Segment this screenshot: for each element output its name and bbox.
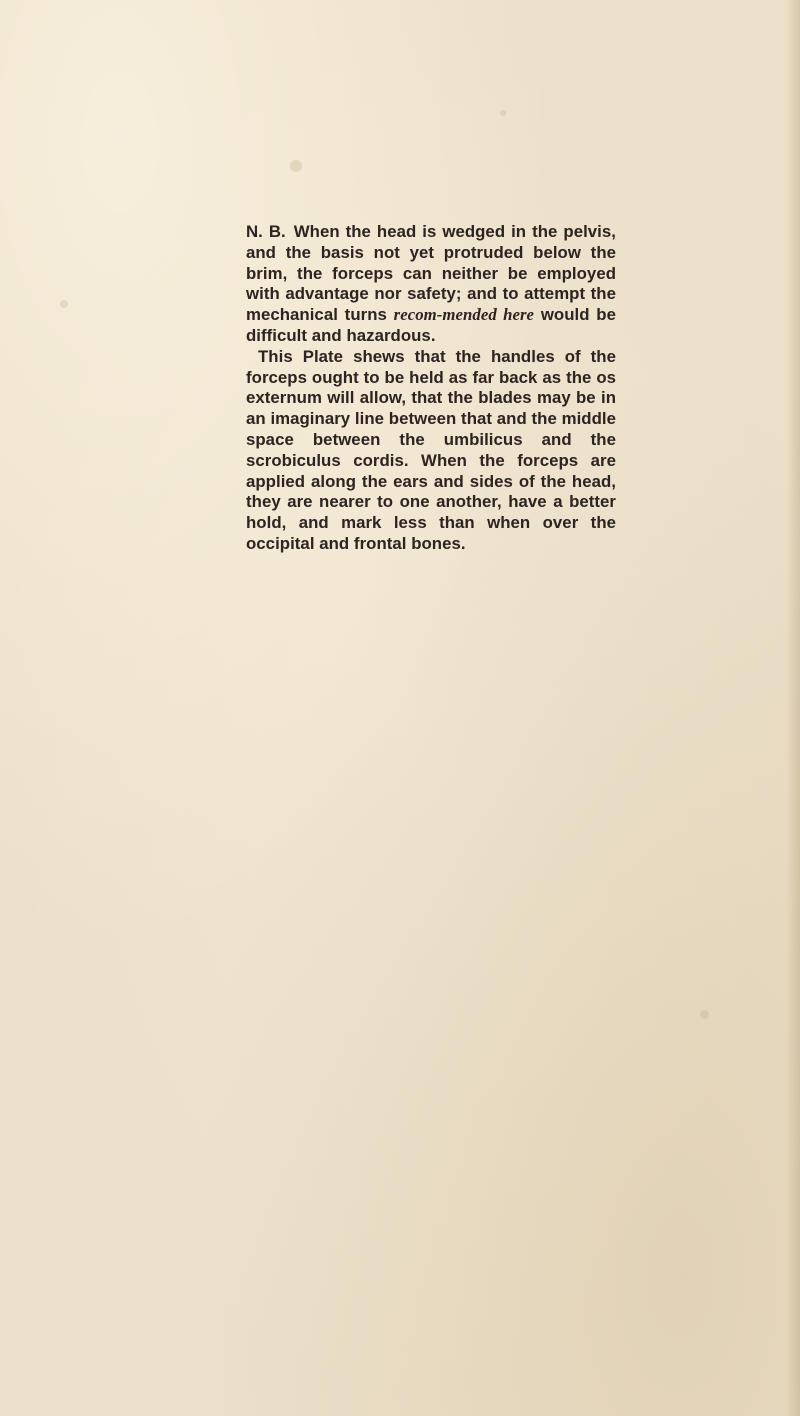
paper-stain — [290, 160, 302, 172]
note-paragraph-1 — [246, 222, 616, 347]
paper-stain — [500, 110, 506, 116]
note-emphasis: recom-mended here — [393, 305, 535, 325]
page-edge-shadow — [786, 0, 800, 1416]
nota-bene-label: N. B. — [246, 222, 286, 241]
paper-stain — [60, 300, 68, 308]
note-text-block — [246, 222, 616, 555]
paper-stain — [700, 1010, 709, 1019]
note-paragraph-1-text: When the head is wedged in the pelvis, and the basis not yet protruded below the brim, the forceps can neither be employed with advantage nor safety; and to attempt the mechanical turns — [246, 222, 616, 325]
note-paragraph-1-end: would be difficult and hazardous. — [246, 305, 616, 345]
note-paragraph-2: This Plate shews that the handles of the forceps ought to be held as far back as the os externum will allow, that the blades may be in an imaginary line between that and the middle space between the umbilicus and the scrobiculus cordis. When the forceps are applied along the ears and sides of the head, they are nearer to one another, have a better hold, and mark less than when over the occipital and frontal bones. — [246, 346, 616, 553]
